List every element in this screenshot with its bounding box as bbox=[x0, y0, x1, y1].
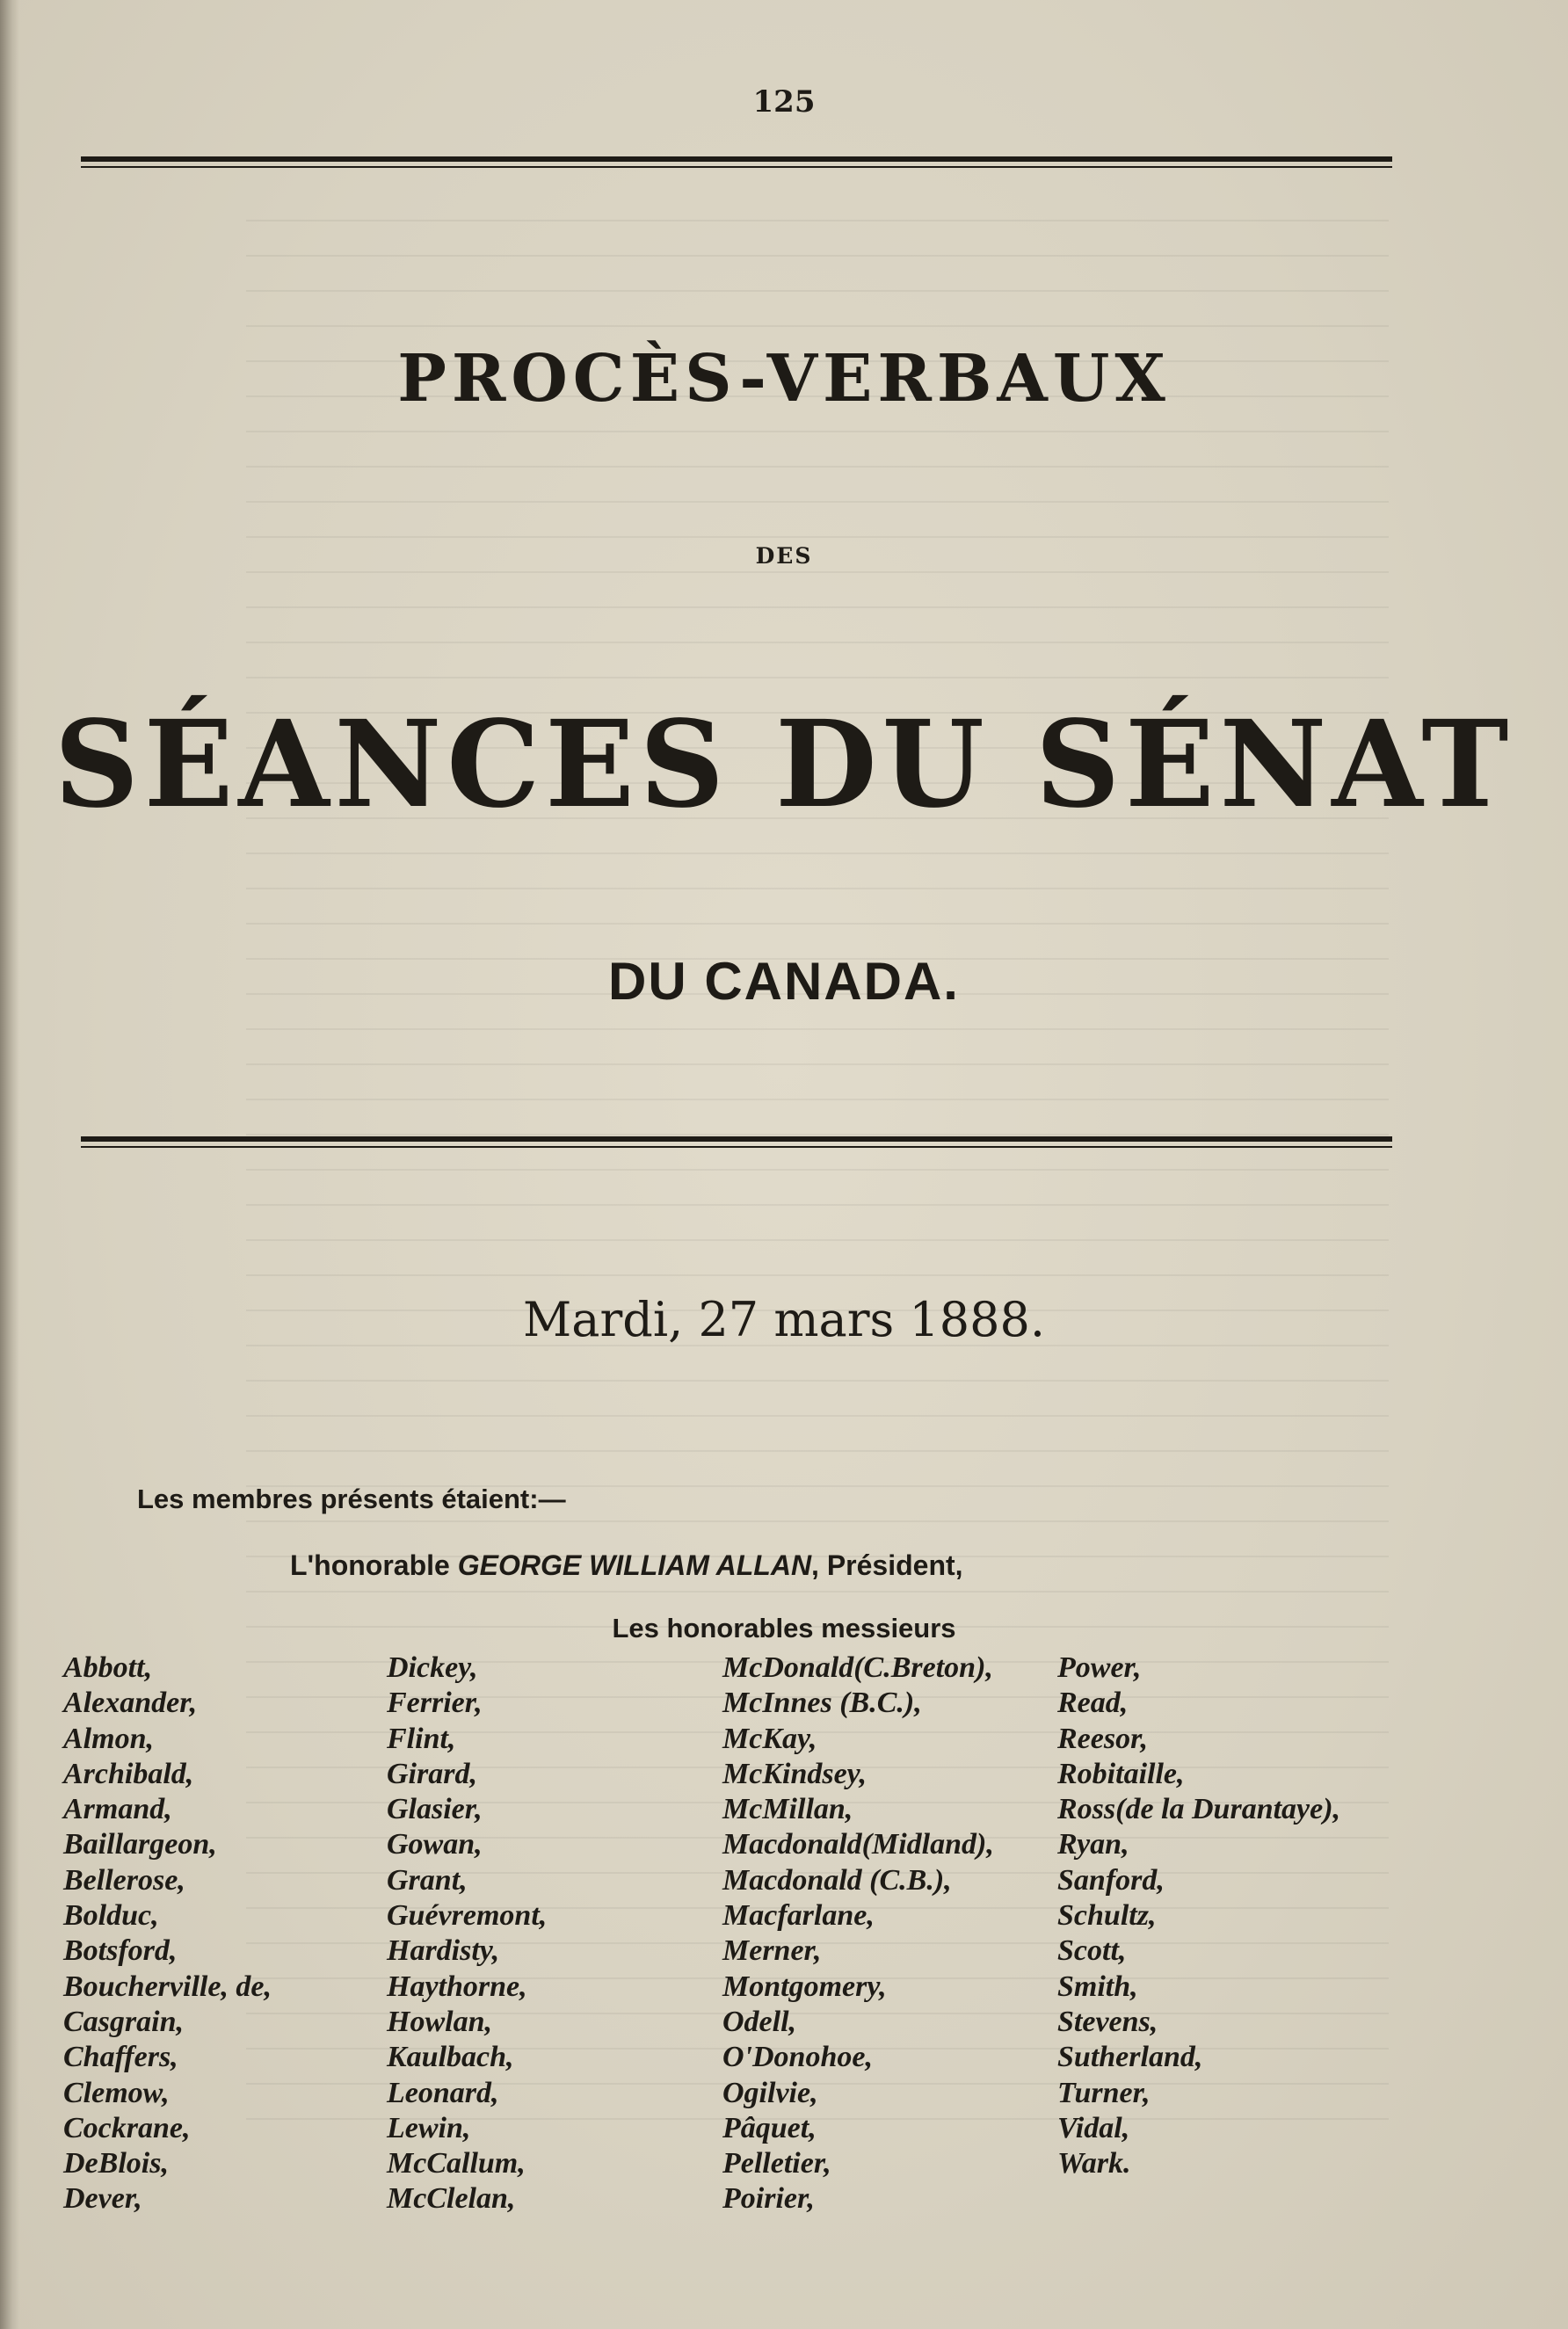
member-name: Hardisty, bbox=[387, 1934, 500, 1968]
member-name: Abbott, bbox=[63, 1651, 153, 1684]
member-name: Gowan, bbox=[387, 1828, 483, 1861]
member-name: Clemow, bbox=[63, 2076, 170, 2109]
president-suffix: , Président, bbox=[811, 1549, 963, 1581]
member-name: Flint, bbox=[387, 1722, 456, 1755]
member-name: Botsford, bbox=[63, 1934, 178, 1968]
president-prefix: L'honorable bbox=[290, 1549, 450, 1581]
member-name: Macdonald (C.B.), bbox=[722, 1863, 952, 1897]
middle-rule bbox=[81, 1136, 1392, 1148]
member-name: Boucherville, de, bbox=[63, 1970, 272, 2003]
member-name: Kaulbach, bbox=[387, 2041, 514, 2074]
member-name: McInnes (B.C.), bbox=[722, 1687, 922, 1720]
member-name: Read, bbox=[1057, 1687, 1129, 1720]
member-name: Smith, bbox=[1057, 1970, 1138, 2003]
member-name: Baillargeon, bbox=[63, 1828, 217, 1861]
member-name: McCallum, bbox=[387, 2147, 526, 2180]
page-number: 125 bbox=[752, 84, 816, 120]
member-name: Ross(de la Durantaye), bbox=[1057, 1793, 1341, 1826]
member-name: McMillan, bbox=[722, 1793, 853, 1826]
member-name: Pâquet, bbox=[722, 2111, 817, 2144]
member-name: Scott, bbox=[1057, 1934, 1127, 1968]
member-name: O'Donohoe, bbox=[722, 2041, 873, 2074]
top-rule bbox=[81, 156, 1392, 168]
member-name: Montgomery, bbox=[722, 1970, 887, 2003]
member-name: Ryan, bbox=[1057, 1828, 1129, 1861]
members-column-3 bbox=[722, 1651, 994, 2217]
member-name: Wark. bbox=[1057, 2147, 1131, 2180]
members-column-4 bbox=[1057, 1651, 1340, 2181]
title-seances-du-senat: SÉANCES DU SÉNAT bbox=[54, 694, 1514, 835]
members-column-1 bbox=[63, 1651, 272, 2217]
president-line bbox=[290, 1549, 963, 1582]
member-name: Ogilvie, bbox=[722, 2076, 818, 2109]
member-name: DeBlois, bbox=[63, 2147, 169, 2180]
member-name: Haythorne, bbox=[387, 1970, 527, 2003]
member-name: Sanford, bbox=[1057, 1863, 1165, 1897]
member-name: Sutherland, bbox=[1057, 2041, 1203, 2074]
member-name: Turner, bbox=[1057, 2076, 1151, 2109]
member-name: Howlan, bbox=[387, 2005, 492, 2038]
member-name: Almon, bbox=[63, 1722, 154, 1755]
member-name: Lewin, bbox=[387, 2111, 471, 2144]
member-name: Reesor, bbox=[1057, 1722, 1148, 1755]
member-name: Bolduc, bbox=[63, 1899, 159, 1933]
member-name: Casgrain, bbox=[63, 2005, 184, 2038]
member-name: Pelletier, bbox=[722, 2147, 831, 2180]
title-proces-verbaux: PROCÈS-VERBAUX bbox=[397, 341, 1171, 417]
member-name: Schultz, bbox=[1057, 1899, 1157, 1933]
member-name: Stevens, bbox=[1057, 2005, 1158, 2038]
member-name: Guévremont, bbox=[387, 1899, 548, 1933]
member-name: Grant, bbox=[387, 1863, 468, 1897]
member-name: Chaffers, bbox=[63, 2041, 178, 2074]
president-name: GEORGE WILLIAM ALLAN bbox=[457, 1549, 812, 1581]
members-column-2 bbox=[387, 1651, 547, 2217]
member-name: McClelan, bbox=[387, 2182, 516, 2216]
member-name: Dickey, bbox=[387, 1651, 478, 1684]
member-name: Archibald, bbox=[63, 1757, 194, 1790]
member-name: Power, bbox=[1057, 1651, 1142, 1684]
senators-heading: Les honorables messieurs bbox=[612, 1613, 956, 1643]
member-name: McKay, bbox=[722, 1722, 817, 1755]
session-date: Mardi, 27 mars 1888. bbox=[522, 1292, 1046, 1347]
member-name: McKindsey, bbox=[722, 1757, 867, 1790]
member-name: Macfarlane, bbox=[722, 1899, 875, 1933]
member-name: Dever, bbox=[63, 2182, 142, 2216]
member-name: Armand, bbox=[63, 1793, 172, 1826]
member-name: Alexander, bbox=[63, 1687, 198, 1720]
member-name: Poirier, bbox=[722, 2182, 815, 2216]
member-name: Girard, bbox=[387, 1757, 477, 1790]
member-name: Leonard, bbox=[387, 2076, 499, 2109]
member-name: Robitaille, bbox=[1057, 1757, 1185, 1790]
member-name: Ferrier, bbox=[387, 1687, 483, 1720]
member-name: McDonald(C.Breton), bbox=[722, 1651, 993, 1684]
member-name: Odell, bbox=[722, 2005, 797, 2038]
member-name: Glasier, bbox=[387, 1793, 483, 1826]
members-present-intro: Les membres présents étaient:— bbox=[137, 1484, 566, 1514]
member-name: Macdonald(Midland), bbox=[722, 1828, 994, 1861]
title-du-canada: DU CANADA. bbox=[608, 952, 960, 1011]
title-des: DES bbox=[755, 543, 813, 569]
member-name: Cockrane, bbox=[63, 2111, 191, 2144]
member-name: Merner, bbox=[722, 1934, 822, 1968]
member-name: Vidal, bbox=[1057, 2111, 1130, 2144]
member-name: Bellerose, bbox=[63, 1863, 185, 1897]
